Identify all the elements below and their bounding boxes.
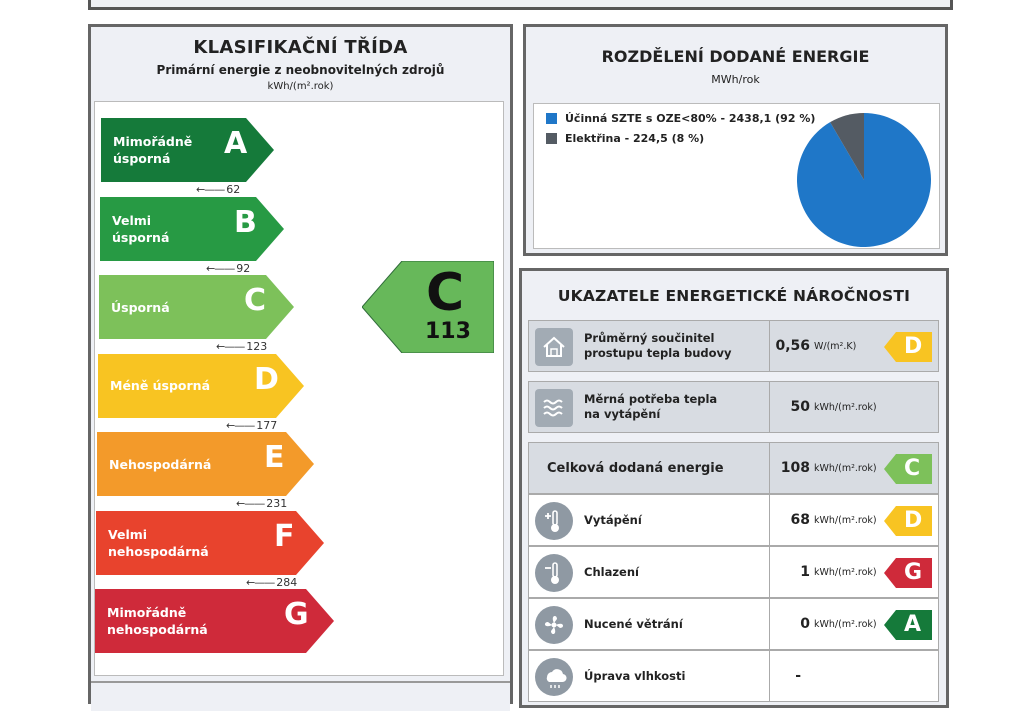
legend-label: Účinná SZTE s OZE<80% - 2438,1 (92 %) (565, 112, 816, 125)
threshold-value: 62 (226, 183, 241, 196)
threshold-value: 177 (256, 418, 278, 432)
energy-band-threshold (216, 340, 267, 353)
energy-distribution-panel (523, 24, 948, 256)
energy-band-letter: D (254, 361, 279, 397)
thermometer-minus-icon (535, 554, 573, 592)
legend-item-electricity (546, 132, 704, 145)
energy-band-letter: C (244, 283, 267, 318)
humidity-icon (535, 658, 573, 696)
threshold-arrow-icon: ←—— (246, 575, 275, 589)
threshold-arrow-icon: ←—— (206, 261, 235, 275)
indicator-row (528, 650, 939, 702)
energy-band-letter: F (274, 518, 295, 554)
fan-icon (535, 606, 573, 644)
indicator-value: 68 (790, 512, 810, 528)
energy-band-letter: A (224, 126, 248, 161)
energy-band-g (95, 589, 334, 653)
legend-swatch (546, 113, 557, 124)
legend-item-szte (546, 112, 815, 125)
energy-band-f (96, 511, 324, 575)
energy-band-label: Nehospodárná (109, 456, 212, 472)
indicator-row (528, 494, 939, 546)
indicator-class-letter: D (904, 508, 923, 533)
indicator-value: 1 (800, 564, 810, 580)
energy-indicators-panel (519, 268, 949, 708)
energy-band-label: Mimořádně nehospodárná (107, 605, 208, 637)
indicator-value: 108 (780, 460, 810, 476)
legend-swatch (546, 133, 557, 144)
current-class-value: 113 (425, 319, 471, 344)
classification-header (91, 27, 510, 99)
energy-band-a (101, 118, 274, 182)
energy-band-d (98, 354, 304, 418)
indicator-label: Celková dodaná energie (547, 460, 724, 476)
threshold-value: 284 (276, 575, 298, 589)
classification-subtitle: Primární energie z neobnovitelných zdrojů (156, 63, 445, 77)
indicator-label: Úprava vlhkosti (584, 668, 686, 683)
threshold-arrow-icon: ←—— (226, 418, 255, 432)
thermometer-plus-icon (535, 502, 573, 540)
indicator-class-letter: A (904, 612, 922, 637)
top-panel-edge (88, 0, 953, 10)
indicator-unit: kWh/(m².rok) (814, 401, 877, 413)
indicator-class-badge (884, 610, 932, 640)
indicator-unit: kWh/(m².rok) (814, 618, 877, 630)
indicator-unit: kWh/(m².rok) (814, 514, 877, 526)
energy-band-label: Úsporná (111, 299, 170, 315)
threshold-value: 231 (266, 497, 288, 510)
indicator-row (528, 442, 939, 494)
indicator-label: Průměrný součinitel prostupu tepla budovy (584, 331, 732, 360)
energy-band-threshold (236, 497, 287, 510)
classification-unit: kWh/(m².rok) (267, 81, 334, 92)
energy-band-threshold (246, 576, 297, 589)
threshold-arrow-icon: ←—— (196, 183, 225, 196)
energy-band-threshold (196, 183, 240, 196)
indicator-label: Vytápění (584, 512, 642, 527)
indicator-row (528, 320, 939, 372)
indicator-class-letter: D (904, 334, 923, 359)
indicator-value: - (795, 668, 801, 684)
distribution-chart-area (533, 103, 940, 249)
threshold-value: 92 (236, 261, 251, 275)
indicator-unit: W/(m².K) (814, 340, 857, 352)
indicator-class-letter: C (904, 456, 921, 481)
indicator-unit: kWh/(m².rok) (814, 462, 877, 474)
distribution-title: ROZDĚLENÍ DODANÉ ENERGIE (601, 47, 870, 66)
current-class-letter: C (426, 263, 465, 323)
indicator-class-badge (884, 454, 932, 484)
energy-band-letter: B (234, 204, 257, 240)
energy-band-threshold (226, 419, 277, 432)
indicator-row (528, 381, 939, 433)
indicator-class-letter: G (904, 560, 923, 585)
classification-footer (91, 681, 510, 711)
energy-band-e (97, 432, 314, 496)
indicator-label: Měrná potřeba tepla na vytápění (584, 392, 718, 421)
classification-title: KLASIFIKAČNÍ TŘÍDA (193, 37, 408, 58)
energy-band-b (100, 197, 284, 261)
indicator-value: 0,56 (775, 338, 810, 354)
threshold-arrow-icon: ←—— (216, 340, 245, 353)
legend-label: Elektřina - 224,5 (8 %) (565, 132, 705, 145)
energy-band-label: Mimořádně úsporná (113, 134, 193, 166)
indicator-class-badge (884, 506, 932, 536)
energy-band-letter: G (284, 597, 309, 632)
energy-band-c (99, 275, 294, 339)
indicator-unit: kWh/(m².rok) (814, 566, 877, 578)
threshold-value: 123 (246, 340, 268, 353)
energy-band-label: Méně úsporná (110, 378, 211, 393)
indicator-value: 50 (790, 399, 810, 415)
indicator-label: Nucené větrání (584, 616, 683, 631)
indicator-value: 0 (800, 616, 810, 632)
indicators-title: UKAZATELE ENERGETICKÉ NÁROČNOSTI (557, 287, 911, 305)
distribution-unit: MWh/rok (711, 73, 760, 86)
threshold-arrow-icon: ←—— (236, 497, 265, 510)
house-icon (535, 328, 573, 366)
energy-band-threshold (206, 262, 250, 275)
indicator-label: Chlazení (584, 564, 639, 579)
energy-band-letter: E (264, 440, 285, 475)
current-class-marker (362, 261, 494, 353)
pie-chart (796, 112, 932, 248)
indicator-class-badge (884, 332, 932, 362)
indicator-row (528, 598, 939, 650)
energy-band-label: Velmi nehospodárná (108, 526, 209, 559)
indicator-class-badge (884, 558, 932, 588)
indicator-row (528, 546, 939, 598)
heat-waves-icon (535, 389, 573, 427)
energy-band-label: Velmi úsporná (112, 212, 170, 245)
